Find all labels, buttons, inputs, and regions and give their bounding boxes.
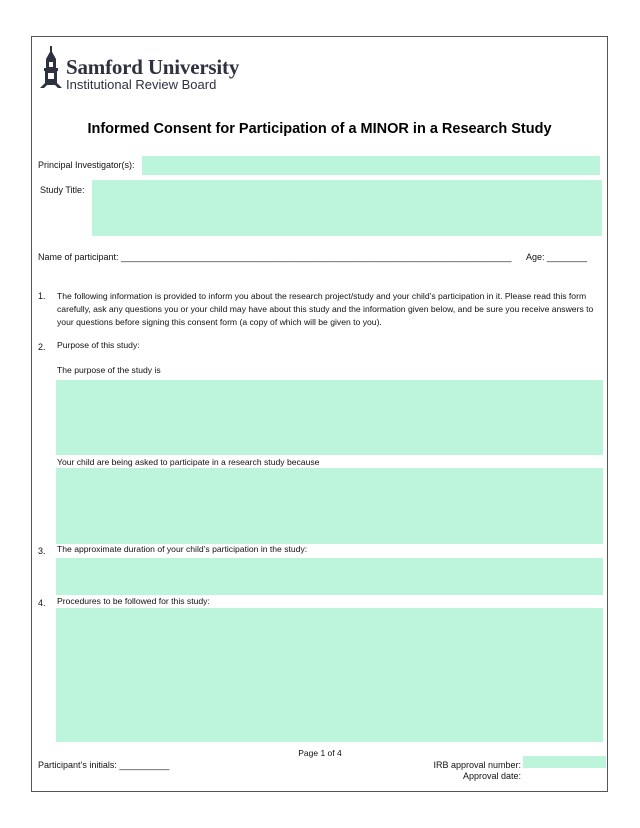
duration-input[interactable]: [56, 558, 603, 595]
section-4-number: 4.: [38, 598, 46, 608]
section-3-heading: The approximate duration of your child’s participation in the study:: [57, 544, 308, 554]
page-title: Informed Consent for Participation of a MINOR in a Research Study: [87, 121, 552, 137]
section-4-heading: Procedures to be followed for this study:: [57, 596, 210, 606]
irb-number-input[interactable]: [523, 756, 606, 768]
tower-icon: [40, 46, 64, 90]
university-name: Samford University: [66, 55, 240, 79]
pi-label: Principal Investigator(s):: [38, 160, 135, 170]
section-3-number: 3.: [38, 546, 46, 556]
page-number: Page 1 of 4: [298, 748, 342, 758]
irb-number-label: IRB approval number:: [433, 760, 521, 770]
study-title-input[interactable]: [92, 180, 602, 236]
participant-name-line[interactable]: Name of participant: ______________________________________________________________________________: [38, 252, 512, 262]
reason-input[interactable]: [56, 468, 603, 544]
section-2-heading: Purpose of this study:: [57, 340, 140, 350]
board-name: Institutional Review Board: [66, 77, 217, 92]
reason-label: Your child are being asked to participate in a research study because: [57, 457, 320, 467]
age-line[interactable]: Age: ________: [526, 252, 588, 262]
section-2-number: 2.: [38, 342, 46, 352]
section-1-text: The following information is provided to inform you about the research project/study and your child’s participation in it. Please read this form carefully, ask any questions you or your child may have about this study and the information given below, and be sure you receive answers to your questions before signing this consent form (a copy of which will be given to you).: [57, 291, 594, 327]
procedures-input[interactable]: [56, 608, 603, 742]
participant-initials[interactable]: Participant’s initials: __________: [38, 760, 170, 770]
purpose-label: The purpose of the study is: [57, 365, 161, 375]
approval-date-label: Approval date:: [462, 771, 521, 781]
study-title-label: Study Title:: [40, 185, 85, 195]
pi-input[interactable]: [142, 156, 600, 175]
section-1-number: 1.: [38, 291, 46, 301]
purpose-input[interactable]: [56, 380, 603, 455]
